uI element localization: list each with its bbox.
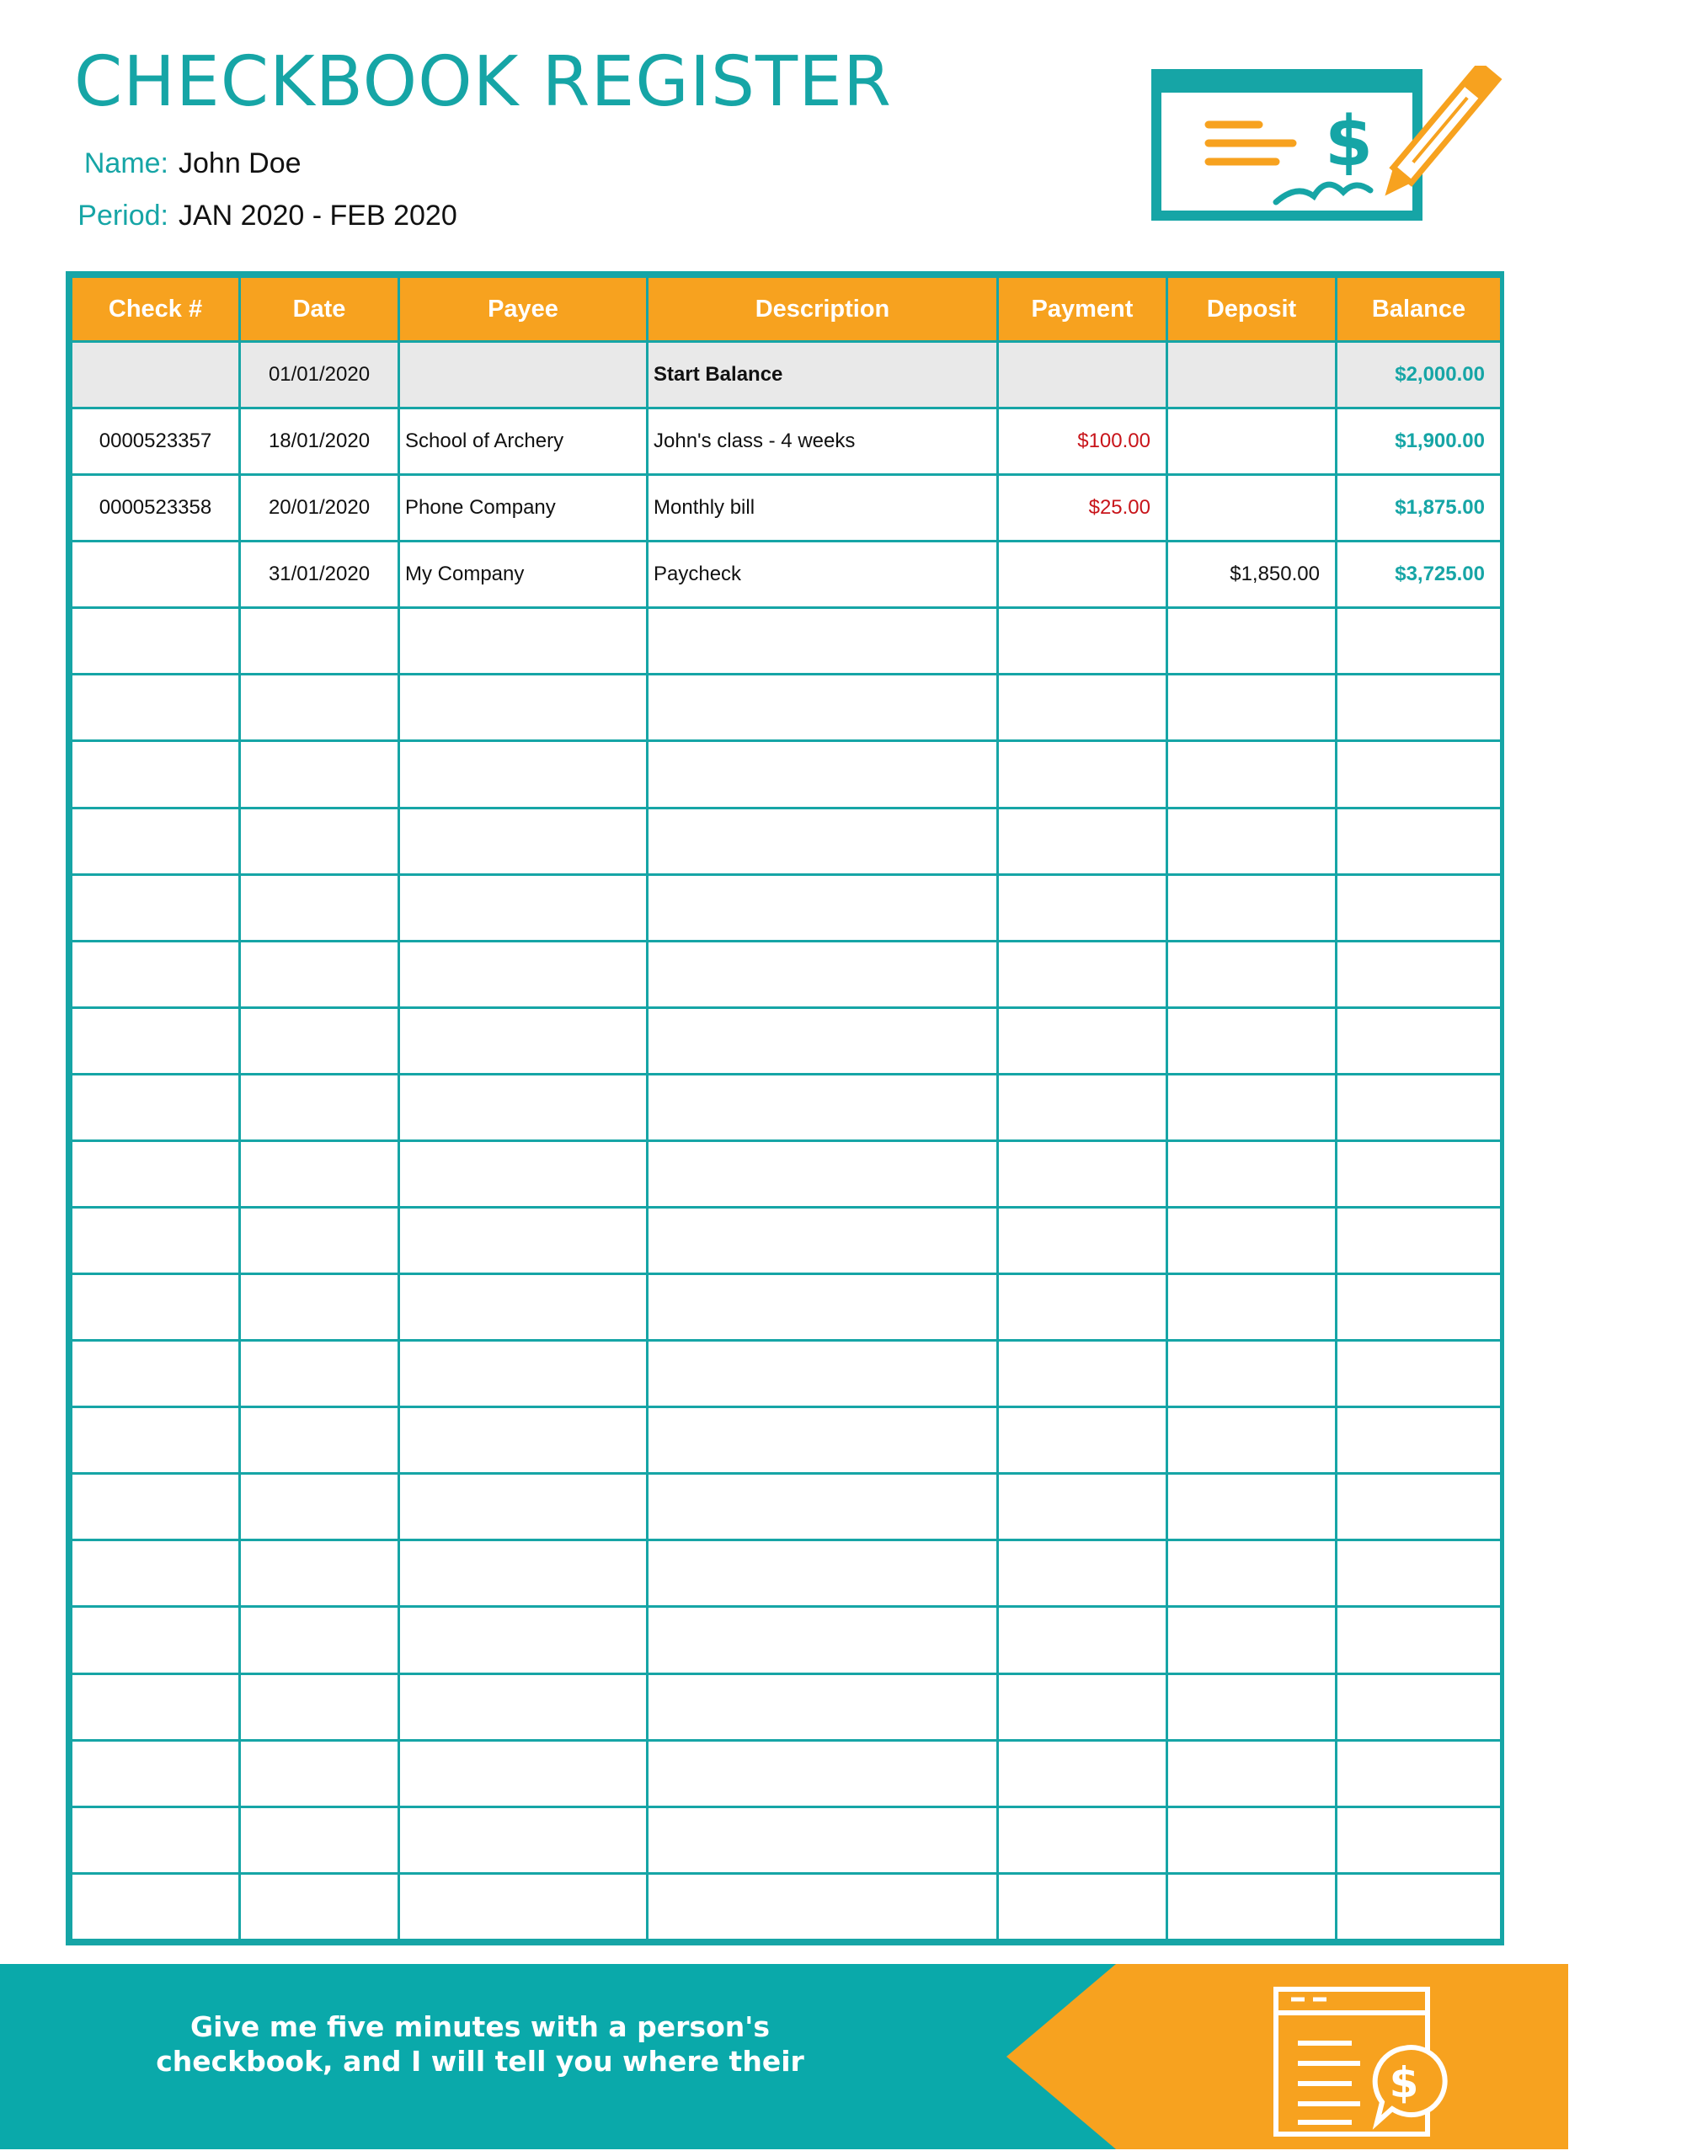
cell-deposit[interactable] [1167, 874, 1337, 941]
cell-balance[interactable] [1337, 1873, 1502, 1940]
page-title: CHECKBOOK REGISTER [74, 42, 892, 122]
cell-date[interactable] [240, 808, 399, 874]
cell-payment[interactable] [998, 1274, 1167, 1341]
cell-description[interactable]: Monthly bill [648, 475, 998, 542]
table-row-empty [72, 1208, 1502, 1274]
table-row-empty [72, 1740, 1502, 1806]
invoice-dollar-icon [1268, 1983, 1461, 2143]
cell-payment[interactable] [998, 808, 1167, 874]
cell-check[interactable] [72, 608, 240, 675]
cell-check[interactable] [72, 1007, 240, 1074]
cell-date[interactable] [240, 1740, 399, 1806]
header-payee: Payee [399, 277, 648, 342]
cell-payee[interactable] [399, 741, 648, 808]
cell-check[interactable] [72, 1274, 240, 1341]
cell-payee[interactable] [399, 808, 648, 874]
cell-payee[interactable] [399, 1007, 648, 1074]
cell-payee[interactable] [399, 874, 648, 941]
cell-deposit[interactable] [1167, 941, 1337, 1007]
period-field [0, 200, 457, 232]
svg-text:$: $ [1389, 2058, 1419, 2107]
cell-date[interactable] [240, 1208, 399, 1274]
cell-description[interactable] [648, 1873, 998, 1940]
cell-balance[interactable] [1337, 1074, 1502, 1140]
quote-line-1: Give me five minutes with a person's [190, 2010, 770, 2043]
cell-payee[interactable] [399, 1540, 648, 1607]
cell-date[interactable] [240, 741, 399, 808]
table-row-empty [72, 1074, 1502, 1140]
cell-payee[interactable] [399, 1208, 648, 1274]
cell-deposit[interactable] [1167, 741, 1337, 808]
header-date: Date [240, 277, 399, 342]
cell-payment[interactable] [998, 1607, 1167, 1673]
cell-balance[interactable] [1337, 1474, 1502, 1540]
cell-description[interactable] [648, 874, 998, 941]
table-row-empty [72, 874, 1502, 941]
cell-deposit[interactable] [1167, 1074, 1337, 1140]
cell-description[interactable]: John's class - 4 weeks [648, 408, 998, 475]
cell-description[interactable] [648, 675, 998, 741]
cell-description[interactable] [648, 1007, 998, 1074]
cell-check[interactable] [72, 542, 240, 608]
cell-balance[interactable] [1337, 808, 1502, 874]
cell-balance[interactable] [1337, 741, 1502, 808]
cell-check[interactable] [72, 1806, 240, 1873]
cell-description[interactable] [648, 941, 998, 1007]
table-row [72, 475, 1502, 542]
period-value: JAN 2020 - FEB 2020 [179, 200, 457, 232]
cell-payee[interactable]: School of Archery [399, 408, 648, 475]
register-table [66, 271, 1504, 1945]
cell-date[interactable]: 18/01/2020 [240, 408, 399, 475]
cell-deposit[interactable] [1167, 1673, 1337, 1740]
cell-deposit[interactable] [1167, 1540, 1337, 1607]
header-deposit: Deposit [1167, 277, 1337, 342]
cell-balance[interactable] [1337, 1274, 1502, 1341]
cell-description[interactable] [648, 608, 998, 675]
header-balance: Balance [1337, 277, 1502, 342]
cell-description[interactable] [648, 1074, 998, 1140]
cell-balance[interactable]: $1,875.00 [1337, 475, 1502, 542]
table-row-empty [72, 1474, 1502, 1540]
cell-deposit[interactable] [1167, 408, 1337, 475]
banner-quote [101, 2009, 859, 2079]
cell-deposit[interactable]: $1,850.00 [1167, 542, 1337, 608]
cell-payee[interactable] [399, 1474, 648, 1540]
cell-balance[interactable] [1337, 1740, 1502, 1806]
table-row-empty [72, 608, 1502, 675]
svg-text:$: $ [1325, 102, 1374, 182]
cell-date[interactable] [240, 1806, 399, 1873]
table-row-empty [72, 941, 1502, 1007]
name-field [0, 147, 302, 180]
cell-check[interactable] [72, 941, 240, 1007]
cell-payee[interactable] [399, 1341, 648, 1407]
cell-description[interactable] [648, 1740, 998, 1806]
name-label: Name: [83, 147, 168, 179]
cell-payment[interactable] [998, 1140, 1167, 1207]
cell-payment[interactable]: $100.00 [998, 408, 1167, 475]
cell-deposit[interactable] [1167, 1474, 1337, 1540]
cell-payee[interactable] [399, 1806, 648, 1873]
cell-description[interactable] [648, 1274, 998, 1341]
cell-check[interactable] [72, 1407, 240, 1474]
cell-description[interactable] [648, 1208, 998, 1274]
cell-check[interactable]: 0000523358 [72, 475, 240, 542]
cell-description[interactable] [648, 1341, 998, 1407]
cell-payment[interactable] [998, 608, 1167, 675]
cell-check[interactable] [72, 874, 240, 941]
cell-check[interactable] [72, 808, 240, 874]
cell-payment[interactable] [998, 874, 1167, 941]
cell-payee[interactable] [399, 1673, 648, 1740]
name-value: John Doe [179, 147, 302, 179]
cell-deposit[interactable] [1167, 1341, 1337, 1407]
cell-deposit[interactable] [1167, 1873, 1337, 1940]
cell-payment[interactable] [998, 941, 1167, 1007]
cell-balance[interactable]: $1,900.00 [1337, 408, 1502, 475]
cell-payee[interactable] [399, 1274, 648, 1341]
cell-description[interactable] [648, 1140, 998, 1207]
cell-date[interactable] [240, 675, 399, 741]
cell-deposit[interactable] [1167, 675, 1337, 741]
table-row-empty [72, 741, 1502, 808]
table-row-empty [72, 1274, 1502, 1341]
cell-balance[interactable]: $2,000.00 [1337, 342, 1502, 408]
cell-balance[interactable] [1337, 1673, 1502, 1740]
cell-deposit[interactable] [1167, 1274, 1337, 1341]
cell-description[interactable] [648, 1474, 998, 1540]
cell-date[interactable] [240, 1074, 399, 1140]
table-row-empty [72, 1873, 1502, 1940]
cell-description[interactable] [648, 741, 998, 808]
cell-deposit[interactable] [1167, 342, 1337, 408]
cell-check[interactable] [72, 1540, 240, 1607]
cell-balance[interactable] [1337, 1806, 1502, 1873]
cell-balance[interactable] [1337, 608, 1502, 675]
cell-payee[interactable] [399, 1407, 648, 1474]
cell-payment[interactable] [998, 1007, 1167, 1074]
cell-balance[interactable] [1337, 1607, 1502, 1673]
cell-deposit[interactable] [1167, 1208, 1337, 1274]
cell-check[interactable] [72, 1140, 240, 1207]
table-row-empty [72, 1407, 1502, 1474]
cell-deposit[interactable] [1167, 808, 1337, 874]
cell-check[interactable] [72, 1208, 240, 1274]
table-row-empty [72, 1341, 1502, 1407]
cell-payment[interactable] [998, 1341, 1167, 1407]
cell-check[interactable] [72, 675, 240, 741]
cell-date[interactable] [240, 874, 399, 941]
cell-payee[interactable] [399, 675, 648, 741]
cell-payment[interactable] [998, 741, 1167, 808]
quote-line-2: checkbook, and I will tell you where their [156, 2045, 804, 2078]
cell-description[interactable] [648, 1673, 998, 1740]
cell-date[interactable] [240, 1341, 399, 1407]
quote-banner [0, 1964, 1568, 2149]
table-row [72, 342, 1502, 408]
cell-description[interactable] [648, 808, 998, 874]
cell-payee[interactable]: My Company [399, 542, 648, 608]
cell-payee[interactable] [399, 1873, 648, 1940]
table-row [72, 408, 1502, 475]
cell-check[interactable] [72, 1341, 240, 1407]
cell-check[interactable] [72, 1474, 240, 1540]
cell-date[interactable] [240, 1407, 399, 1474]
cell-check[interactable] [72, 1673, 240, 1740]
cell-payment[interactable] [998, 1873, 1167, 1940]
cell-description[interactable] [648, 1540, 998, 1607]
cell-date[interactable] [240, 1607, 399, 1673]
cell-check[interactable] [72, 1740, 240, 1806]
cell-payment[interactable]: $25.00 [998, 475, 1167, 542]
cell-description[interactable] [648, 1407, 998, 1474]
cell-deposit[interactable] [1167, 1806, 1337, 1873]
cell-payee[interactable] [399, 342, 648, 408]
cell-deposit[interactable] [1167, 475, 1337, 542]
table-row-empty [72, 808, 1502, 874]
cell-date[interactable] [240, 1140, 399, 1207]
cell-payee[interactable] [399, 1607, 648, 1673]
table-row-empty [72, 1673, 1502, 1740]
cell-deposit[interactable] [1167, 1407, 1337, 1474]
table-row [72, 542, 1502, 608]
table-row-empty [72, 1806, 1502, 1873]
cell-payee[interactable]: Phone Company [399, 475, 648, 542]
cell-description[interactable]: Paycheck [648, 542, 998, 608]
cell-balance[interactable] [1337, 1140, 1502, 1207]
cell-balance[interactable] [1337, 1341, 1502, 1407]
cell-description[interactable] [648, 1806, 998, 1873]
cell-payee[interactable] [399, 1740, 648, 1806]
cell-date[interactable]: 31/01/2020 [240, 542, 399, 608]
cell-check[interactable] [72, 1074, 240, 1140]
cell-payment[interactable] [998, 1806, 1167, 1873]
cell-description[interactable] [648, 1607, 998, 1673]
cell-payment[interactable] [998, 1407, 1167, 1474]
table-row-empty [72, 1007, 1502, 1074]
cell-payment[interactable] [998, 1673, 1167, 1740]
cell-payment[interactable] [998, 675, 1167, 741]
table-row-empty [72, 1540, 1502, 1607]
cell-deposit[interactable] [1167, 1607, 1337, 1673]
cell-date[interactable] [240, 608, 399, 675]
table-row-empty [72, 1607, 1502, 1673]
cell-deposit[interactable] [1167, 1140, 1337, 1207]
cell-balance[interactable]: $3,725.00 [1337, 542, 1502, 608]
header-row [72, 277, 1502, 342]
header-payment: Payment [998, 277, 1167, 342]
cell-check[interactable] [72, 741, 240, 808]
cell-balance[interactable] [1337, 675, 1502, 741]
cell-deposit[interactable] [1167, 1740, 1337, 1806]
cell-balance[interactable] [1337, 941, 1502, 1007]
cell-check[interactable] [72, 1873, 240, 1940]
cell-payment[interactable] [998, 1540, 1167, 1607]
cell-date[interactable] [240, 941, 399, 1007]
cell-date[interactable] [240, 1873, 399, 1940]
cell-payee[interactable] [399, 1140, 648, 1207]
cell-balance[interactable] [1337, 1540, 1502, 1607]
cell-deposit[interactable] [1167, 608, 1337, 675]
cell-payee[interactable] [399, 1074, 648, 1140]
cell-payment[interactable] [998, 1208, 1167, 1274]
cell-balance[interactable] [1337, 1007, 1502, 1074]
check-with-pen-icon [1150, 66, 1503, 234]
cell-check[interactable]: 0000523357 [72, 408, 240, 475]
cell-deposit[interactable] [1167, 1007, 1337, 1074]
cell-date[interactable] [240, 1540, 399, 1607]
cell-date[interactable]: 01/01/2020 [240, 342, 399, 408]
table-row-empty [72, 675, 1502, 741]
cell-payee[interactable] [399, 941, 648, 1007]
cell-description[interactable]: Start Balance [648, 342, 998, 408]
cell-balance[interactable] [1337, 874, 1502, 941]
cell-payment[interactable] [998, 542, 1167, 608]
cell-payment[interactable] [998, 1474, 1167, 1540]
cell-check[interactable] [72, 342, 240, 408]
cell-date[interactable] [240, 1474, 399, 1540]
cell-payment[interactable] [998, 1740, 1167, 1806]
period-label: Period: [77, 200, 168, 232]
cell-date[interactable] [240, 1007, 399, 1074]
cell-balance[interactable] [1337, 1407, 1502, 1474]
cell-check[interactable] [72, 1607, 240, 1673]
cell-date[interactable]: 20/01/2020 [240, 475, 399, 542]
header-check: Check # [72, 277, 240, 342]
cell-payee[interactable] [399, 608, 648, 675]
cell-payment[interactable] [998, 342, 1167, 408]
table-row-empty [72, 1140, 1502, 1207]
cell-payment[interactable] [998, 1074, 1167, 1140]
cell-date[interactable] [240, 1274, 399, 1341]
header-description: Description [648, 277, 998, 342]
cell-balance[interactable] [1337, 1208, 1502, 1274]
cell-date[interactable] [240, 1673, 399, 1740]
